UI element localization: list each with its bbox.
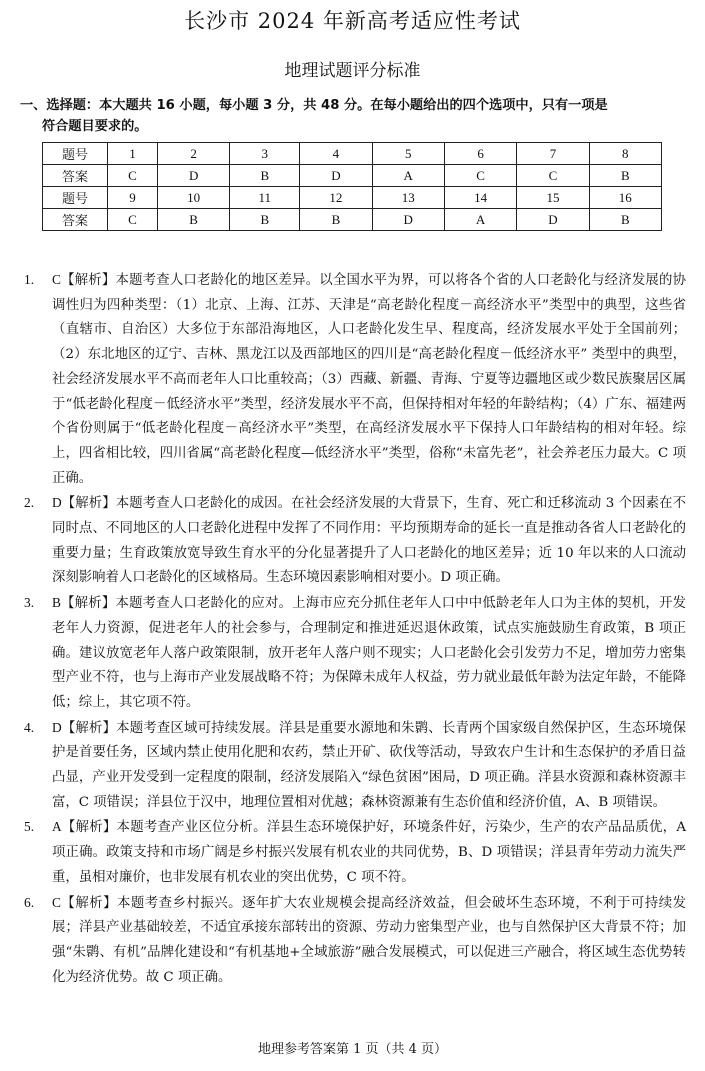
item-answer: D: [52, 495, 62, 511]
answer-label: 答案: [43, 165, 108, 187]
section-heading-line2: 符合题目要求的。: [42, 119, 148, 134]
answer-cell: A: [444, 209, 516, 231]
item-number: 2.: [24, 495, 35, 511]
item-explanation: 【解析】本题考查产业区位分析。洋县生态环境保护好，环境条件好，污染少，生产的农产品品质优，A 项正确。政策支持和市场广阔是乡村振兴发展有机农业的共同优势，B、D 项错误；洋县青年劳动力流失严重，虽相对廉价，也非发展有机农业的突出优势，C 项不符。: [52, 820, 686, 885]
question-number: 3: [230, 143, 300, 165]
question-number: 10: [157, 187, 229, 209]
question-number: 1: [108, 143, 158, 165]
question-number: 6: [444, 143, 516, 165]
item-explanation: 【解析】本题考查人口老龄化的成因。在社会经济发展的大背景下，生育、死亡和迁移流动 3 个因素在不同时点、不同地区的人口老龄化进程中发挥了不同作用：平均预期寿命的延长一直是推动各省人口老龄化的重要力量；生育政策放宽导致生育水平的分化显著提升了人口老龄化的地区差异；近 10 年以来的人口流动深刻影响着人口老龄化的区域格局。生态环境因素影响相对要小。D 项正确。: [52, 496, 686, 586]
question-number: 14: [444, 187, 516, 209]
item-explanation: 【解析】本题考查人口老龄化的地区差异。以全国水平为界，可以将各个省的人口老龄化与经济发展的协调性归为四种类型：（1）北京、上海、江苏、天津是“高老龄化程度－高经济水平”类型中的典型，这些省（直辖市、自治区）大多位于东部沿海地区，人口老龄化发生早、程度高，经济发展水平处于全国前列；（2）东北地区的辽宁、吉林、黑龙江以及西部地区的四川是“高老龄化程度－低经济水平” 类型中的典型，社会经济发展水平不高而老年人口比重较高；（3）西藏、新疆、青海、宁夏等边疆地区或少数民族聚居区属于“低老龄化程度－低经济水平”类型，经济发展水平不高，但保持相对年轻的年龄结构；（4）广东、福建两个省份则属于“低老龄化程度－高经济水平”类型，在高经济发展水平下保持人口年龄结构的相对年轻。综上，四省相比较，四川省属“高老龄化程度—低经济水平”类型，俗称“未富先老”，社会养老压力最大。C 项正确。: [52, 273, 686, 486]
question-number: 4: [300, 143, 372, 165]
item-explanation: 【解析】本题考查人口老龄化的应对。上海市应充分抓住老年人口中中低龄老年人口为主体的契机，开发老年人力资源，促进老年人的社会参与，合理制定和推进延迟退休政策，试点实施鼓励生育政策，B 项正确。建议放宽老年人落户政策限制，放开老年人落户则不现实；人口老龄化会引发劳力不足，增加劳力密集型产业不符，也与上海市产业发展战略不符；为保障未成年人权益，劳力就业最低年龄为法定年龄，不能降低；综上，其它项不符。: [52, 596, 686, 710]
answer-cell: D: [372, 209, 444, 231]
list-item: [24, 891, 686, 991]
section-heading: [20, 95, 688, 137]
answer-cell: B: [157, 209, 229, 231]
document-subtitle: 地理试题评分标准: [284, 61, 421, 81]
table-row: [43, 187, 662, 209]
list-item: [24, 591, 686, 716]
question-number: 9: [108, 187, 158, 209]
item-answer: B: [52, 595, 61, 611]
page-footer: 地理参考答案第 1 页（共 4 页）: [257, 1042, 448, 1057]
list-item: [24, 716, 686, 816]
exam-title: 长沙市 2024 年新高考适应性考试: [184, 9, 521, 33]
question-number: 16: [589, 187, 661, 209]
question-number: 15: [517, 187, 589, 209]
answer-cell: C: [108, 165, 158, 187]
list-item: [24, 491, 686, 591]
question-number: 2: [157, 143, 229, 165]
answer-cell: D: [300, 165, 372, 187]
item-number: 1.: [24, 272, 35, 287]
explanations-list: [24, 268, 686, 990]
answer-cell: D: [157, 165, 229, 187]
item-answer: C: [52, 894, 61, 910]
answer-table: [42, 142, 662, 231]
item-number: 3.: [24, 595, 35, 611]
answer-cell: C: [444, 165, 516, 187]
question-number: 8: [589, 143, 661, 165]
answer-cell: B: [300, 209, 372, 231]
question-number: 5: [372, 143, 444, 165]
question-number-label: 题号: [43, 143, 108, 165]
answer-cell: C: [108, 209, 158, 231]
item-number: 4.: [24, 719, 35, 735]
question-number: 7: [517, 143, 589, 165]
answer-cell: B: [230, 165, 300, 187]
item-answer: A: [52, 819, 62, 835]
item-number: 6.: [24, 894, 35, 910]
table-row: [43, 143, 662, 165]
question-number: 11: [230, 187, 300, 209]
item-answer: D: [52, 719, 62, 735]
answer-cell: C: [517, 165, 589, 187]
answer-cell: B: [589, 209, 661, 231]
list-item: [24, 268, 686, 491]
item-answer: C: [52, 272, 61, 287]
answer-cell: A: [372, 165, 444, 187]
item-explanation: 【解析】本题考查乡村振兴。逐年扩大农业规模会提高经济效益，但会破坏生态环境，不利于可持续发展；洋县产业基础较差，不适宜承接东部转出的资源、劳动力密集型产业，也与自然保护区大背景不符；加强“朱鹮、有机”品牌化建设和“有机基地+全域旅游”融合发展模式，可以促进三产融合，将区域生态优势转化为经济优势。故 C 项正确。: [52, 895, 686, 985]
answer-cell: B: [589, 165, 661, 187]
section-heading-line1: 一、选择题：本大题共 16 小题，每小题 3 分，共 48 分。在每小题给出的四个选项中，只有一项是: [20, 98, 608, 113]
question-number: 12: [300, 187, 372, 209]
question-number: 13: [372, 187, 444, 209]
question-number-label: 题号: [43, 187, 108, 209]
answer-cell: D: [517, 209, 589, 231]
item-number: 5.: [24, 819, 35, 835]
list-item: [24, 815, 686, 890]
answer-cell: B: [230, 209, 300, 231]
answer-label: 答案: [43, 209, 108, 231]
item-explanation: 【解析】本题考查区域可持续发展。洋县是重要水源地和朱鹮、长青两个国家级自然保护区，生态环境保护是首要任务，区域内禁止使用化肥和农药，禁止开矿、砍伐等活动，导致农户生计和生态保护的矛盾日益凸显，产业开发受到一定程度的限制，经济发展陷入“绿色贫困”困局，D 项正确。洋县水资源和森林资源丰富，C 项错误；洋县位于汉中，地理位置相对优越；森林资源兼有生态价值和经济价值，A、B 项错误。: [52, 720, 686, 810]
table-row: [43, 209, 662, 231]
table-row: [43, 165, 662, 187]
